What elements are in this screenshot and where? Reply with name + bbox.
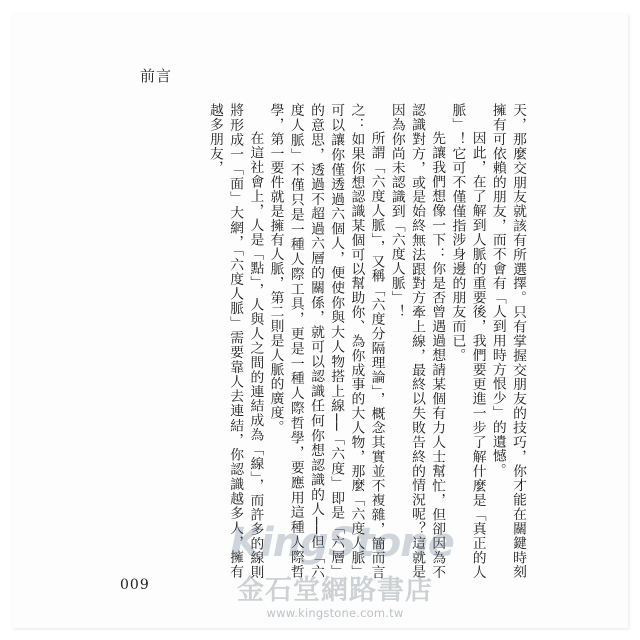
- vertical-body-text: [138, 103, 528, 579]
- watermark-store-name: 金石堂網路書店: [237, 575, 433, 606]
- paragraph: 在這社會上，人是「點」，人與人之間的連結成為「線」，而許多的線則將形成一「面」大網，「六度人脈」需要靠人去連結，你認識越多人，擁有越多朋友，: [206, 103, 264, 579]
- watermark-url: www.kingstone.com.tw: [266, 606, 404, 620]
- watermark-logo: KingStone: [230, 520, 454, 566]
- page-number: 009: [120, 577, 150, 593]
- section-title: 前言: [140, 67, 173, 85]
- paragraph: 所謂「六度人脈」，又稱「六度分隔理論」，概念其實並不複雜，簡而言之：如果你想認識某個可以幫助你、為你成事的大人物，那麼「六度人脈」可以讓你僅透過六個人，便使你與大人物搭上線──「六度」即是「六層」的意思，透過不超過六層的關係，就可以認識任何你想認識的人──但「六度人脈」不僅只是一種人際工具，更是一種人際哲學，要應用這種人際哲學，第一要件就是擁有人脈，第二則是人脈的廣度。: [267, 103, 385, 579]
- paragraph: 因此，在了解到人脈的重要後，我們要更進一步了解什麼是「真正的人脈」！它可不僅僅指涉身邊的朋友而已。: [449, 103, 486, 579]
- paragraph: 先讓我們想像一下：你是否曾遇過想請某個有力人士幫忙，但卻因為不認識對方，或是始終無法跟對方牽上線，最終以失敗告終的情況呢？這就是因為你尚未認識到「六度人脈」！: [388, 103, 446, 579]
- paragraph: 天，那麼交朋友就該有所選擇。只有掌握交朋友的技巧，你才能在關鍵時刻擁有可依賴的朋友，而不會有「人到用時方恨少」的遺憾。: [489, 103, 526, 579]
